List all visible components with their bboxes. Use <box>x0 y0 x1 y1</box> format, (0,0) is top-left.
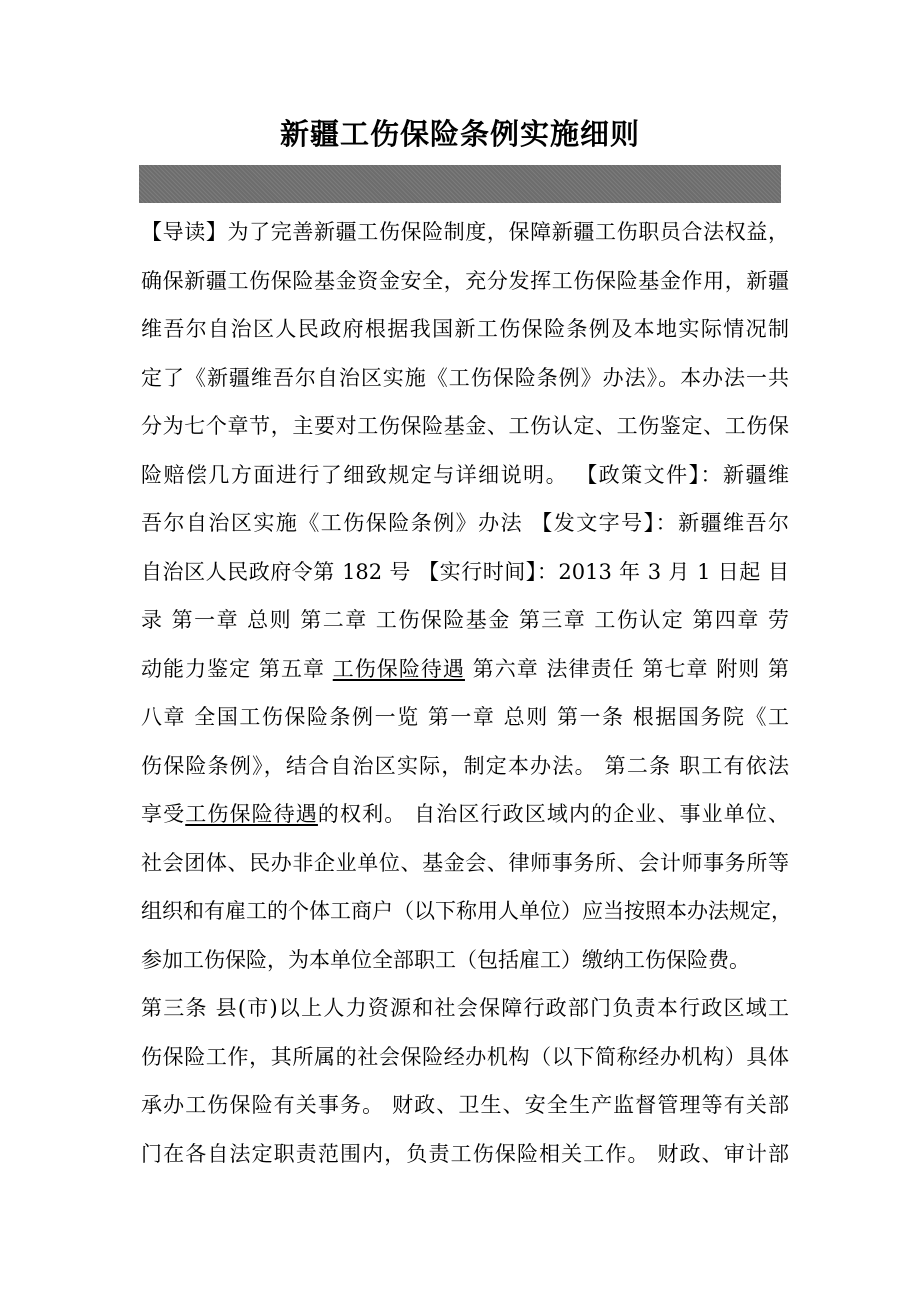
document-body <box>141 208 792 1178</box>
body-line: 录 第一章 总则 第二章 工伤保险基金 第三章 工伤认定 第四章 劳 <box>141 608 789 632</box>
body-line: 吾尔自治区实施《工伤保险条例》办法 【发文字号】：新疆维吾尔 <box>141 511 789 535</box>
body-line: 第三条 县(市)以上人力资源和社会保障行政部门负责本行政区域工 <box>141 996 789 1020</box>
body-line: 享受工伤保险待遇的权利。 自治区行政区域内的企业、事业单位、 <box>141 802 789 826</box>
body-line: 【导读】为了完善新疆工伤保险制度，保障新疆工伤职员合法权益， <box>141 220 789 244</box>
body-line: 伤保险工作，其所属的社会保险经办机构（以下简称经办机构）具体 <box>141 1044 789 1069</box>
body-line: 组织和有雇工的个体工商户（以下称用人单位）应当按照本办法规定， <box>141 899 792 923</box>
document-title: 新疆工伤保险条例实施细则 <box>279 117 640 151</box>
body-line: 分为七个章节，主要对工伤保险基金、工伤认定、工伤鉴定、工伤保 <box>141 414 789 438</box>
body-line: 定了《新疆维吾尔自治区实施《工伤保险条例》办法》。本办法一共 <box>141 365 789 390</box>
body-line: 动能力鉴定 第五章 工伤保险待遇 第六章 法律责任 第七章 附则 第 <box>141 656 789 681</box>
title-banner <box>139 165 781 203</box>
body-line: 伤保险条例》，结合自治区实际，制定本办法。 第二条 职工有依法 <box>141 753 789 778</box>
body-line: 自治区人民政府令第 182 号 【实行时间】：2013 年 3 月 1 日起 目 <box>141 559 789 584</box>
body-line: 承办工伤保险有关事务。 财政、卫生、安全生产监督管理等有关部 <box>141 1093 789 1117</box>
body-line: 八章 全国工伤保险条例一览 第一章 总则 第一条 根据国务院《工 <box>141 705 789 729</box>
link-injury-benefits[interactable]: 工伤保险待遇 <box>332 656 465 681</box>
link-injury-benefits[interactable]: 工伤保险待遇 <box>185 802 318 826</box>
body-line: 参加工伤保险，为本单位全部职工（包括雇工）缴纳工伤保险费。 <box>141 947 750 972</box>
body-line: 确保新疆工伤保险基金资金安全，充分发挥工伤保险基金作用，新疆 <box>141 268 789 293</box>
body-line: 门在各自法定职责范围内，负责工伤保险相关工作。 财政、审计部 <box>141 1141 789 1166</box>
body-line: 险赔偿几方面进行了细致规定与详细说明。 【政策文件】：新疆维 <box>141 462 789 487</box>
body-line: 维吾尔自治区人民政府根据我国新工伤保险条例及本地实际情况制 <box>141 317 789 341</box>
body-line: 社会团体、民办非企业单位、基金会、律师事务所、会计师事务所等 <box>141 850 789 875</box>
